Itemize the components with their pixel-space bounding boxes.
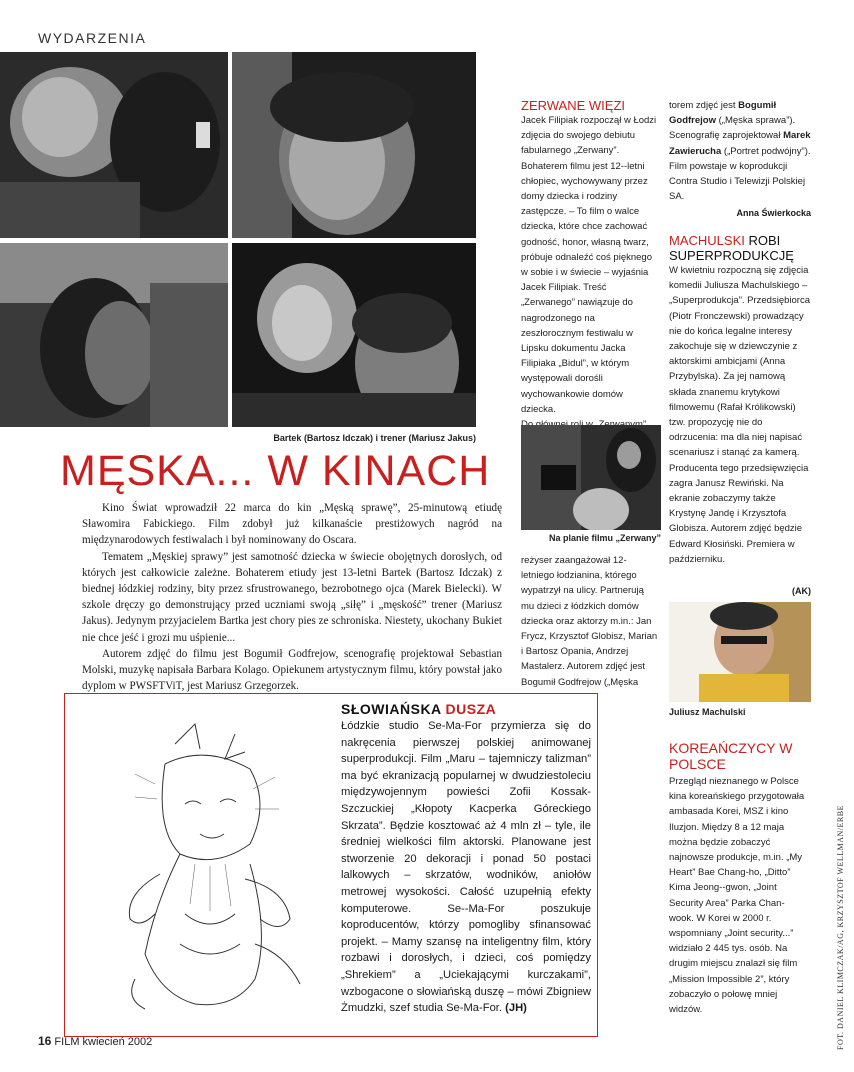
on-set-caption: Na planie filmu „Zerwany” <box>548 533 661 543</box>
page-footer <box>38 1034 152 1048</box>
machulski-title-black: ROBI SUPERPRODUKCJĘ <box>669 233 794 263</box>
lead-paragraph-1: Kino Świat wprowadził 22 marca do kin „Męską sprawę”, 25-minutową etiudę Sławomira Fabickiego. Film zdobył już kilkanaście prestiżowych nagród na międzynarodowych festiwalach i był nominowany do Oscara. <box>82 502 502 547</box>
photo-caption: Bartek (Bartosz Idczak) i trener (Mariusz Jakus) <box>273 433 476 443</box>
zerwane-continuation: torem zdjęć jest Bogumił Godfrejow („Męska sprawa”). Scenografię zaprojektował Marek Zawierucha („Portret podwójny”). Film powstaje w koprodukcji Contra Studio i Telewizji Polskiej SA. <box>669 100 811 203</box>
photo-machulski <box>669 602 811 702</box>
box-body <box>341 718 591 1017</box>
machulski-title <box>669 233 811 263</box>
photo-coach-profile <box>0 243 228 427</box>
machulski-body: W kwietniu rozpoczną się zdjęcia komedii Juliusza Machulskiego – „Superprodukcja”. Przedsiębiorca (Piotr Fronczewski) prowadzący nie do końca legalne interesy zakochuje się w dziewczynie z aktorskimi ambicjami (Anna Przybylska). Za jej namową składa znanemu krytykowi filmowemu (Rafał Królikowski) tzw. propozycję nie do odrzucenia: ma dla niej napisać scenariusz i stanąć za kamerą. Producenta tego przedsięwzięcia zagra Janusz Rewiński. Na ekranie zobaczymy także Krystynę Jandę i Krzysztofa Globisza. Autorem zdjęć będzie Edward Kłosiński. Premiera w październiku. <box>669 265 810 565</box>
magazine-name: FILM <box>54 1036 80 1048</box>
photo-coach-and-boy <box>232 243 476 427</box>
photo-on-set <box>521 425 661 530</box>
zerwane-title: ZERWANE WIĘZI <box>521 98 625 113</box>
page-number: 16 <box>38 1034 52 1048</box>
article-headline: MĘSKA... W KINACH <box>60 447 491 495</box>
article-lead <box>82 500 502 694</box>
machulski-article <box>669 233 811 567</box>
box-title-black: SŁOWIAŃSKA <box>341 701 442 717</box>
photo-boy-with-dog <box>0 52 228 238</box>
gnome-illustration <box>85 704 325 1024</box>
zerwane-article <box>521 98 657 432</box>
zerwane-author: Anna Świerkocka <box>736 208 811 218</box>
machulski-title-red: MACHULSKI <box>669 233 745 248</box>
box-title-red: DUSZA <box>445 701 497 717</box>
section-label: WYDARZENIA <box>38 30 147 46</box>
machulski-caption: Juliusz Machulski <box>669 707 746 717</box>
machulski-author: (AK) <box>792 586 811 596</box>
photo-credit: FOT. DANIEL KLIMCZAK/AG, KRZYSZTOF WELLMAN/ERBE <box>836 805 845 1050</box>
box-text <box>341 700 591 1017</box>
lead-paragraph-3: Autorem zdjęć do filmu jest Bogumił Godfrejow, scenografię projektował Sebastian Molski, muzykę napisała Barbara Kolago. Opiekunem artystycznym filmu, który powstał jako dyplom w PWSFTViT, jest Mariusz Grzegorzek. <box>82 647 502 693</box>
box-body-text: Łódzkie studio Se-Ma-For przymierza się do nakręcenia pierwszej polskiej animowanej superprodukcji. Film „Maru – tajemniczy talizman” ma być ekranizacją popularnej w dwudziestoleciu międzywojennym powieści Zofii Kossak-Szczuckiej „Kłopoty Kacperka Góreckiego Skrzata”. Będzie kosztować aż 4 mln zł – tyle, ile średniej wielkości film aktorski. Planowane jest stworzenie 20 dekoracji i ponad 50 postaci lalkowych – skrzatów, wodników, aniołów metrowej wysokości. Całość uzupełnią efekty komputerowe. Se--Ma-For poszukuje koproducentów, którzy pomogliby sfinansować projekt. – Mamy szansę na inteligentny film, który rozbawi i dorosłych, i dzieci, coś pomiędzy „Shrekiem” a „Uciekającymi kurczakami”, wzbogacone o słowiańską duszę – mówi Zbigniew Żmudzki, szef studia Se-Ma-For. <box>341 720 591 1015</box>
issue-date: kwiecień 2002 <box>82 1036 153 1048</box>
box-title <box>341 700 591 718</box>
photo-boy-closeup <box>232 52 476 238</box>
korea-article <box>669 740 809 1017</box>
zerwane-body: Jacek Filipiak rozpoczął w Łodzi zdjęcia do swojego debiutu fabularnego „Zerwany”. Bohaterem filmu jest 12--letni chłopiec, wychowywany przez domy dziecka i rodziny zastępcze. – To film o walce dziecka, które chce zachować godność, honor, własną twarz, próbuje odnaleźć coś pięknego w sobie i w świecie – wyjaśnia Jacek Filipiak. Treść „Zerwanego” nawiązuje do nagrodzonego na zeszłorocznym festiwalu w Lipsku dokumentu Jacka Filipiaka „Bidul”, w którym występowali dorośli wychowankowie domów dziecka. <box>521 115 657 415</box>
lead-paragraph-2: Tematem „Męskiej sprawy” jest samotność dziecka w świecie obojętnych dorosłych, od których jest całkowicie zależne. Bohaterem etiudy jest 13-letni Bartek (Bartosz Idczak) z biednej łódzkiej rodziny, bity przez sfrustrowanego, bezrobotnego ojca (Marek Bielecki). W szkole dręczy go demonstrujący przed uczniami swoją „siłę” i „męskość” trener (Mariusz Jakus). Jedynym przyjacielem Bartka jest chory pies ze schroniska. Niestety, ukochany Bukiet nie chce jeść i grozi mu uśpienie... <box>82 550 502 644</box>
zerwane-continued <box>669 98 811 204</box>
korea-title: KOREAŃCZYCY W POLSCE <box>669 740 793 772</box>
slowianska-dusza-box <box>64 693 598 1037</box>
zerwane-body-3: reżyser zaangażował 12-letniego łodzianina, którego wypatrzył na ulicy. Partnerują mu dzieci z łódzkich domów dziecka oraz aktorzy m.in.: Jan Frycz, Krzysztof Globisz, Marian i Bartosz Opania, Andrzej Mastalerz. Autorem zdjęć jest Bogumił Godfrejow („Męska <box>521 555 658 688</box>
korea-body: Przegląd nieznanego w Polsce kina koreańskiego przygotowała ambasada Korei, MSZ i kino Iluzjon. Między 8 a 12 maja można będzie zobaczyć najnowsze produkcje, m.in. „My Heart” Bae Chang-ho, „Ditto” Kima Jeong--gwon, „Joint Security Area” Parka Chan-wook. W Korei w 2000 r. wspomniany „Joint security...” widziało 2 445 tys. osób. Na drugim miejscu znalazł się film „Mission Impossible 2”, który zobaczyło o połowę mniej widzów. <box>669 776 805 1016</box>
box-author: (JH) <box>505 1002 527 1015</box>
